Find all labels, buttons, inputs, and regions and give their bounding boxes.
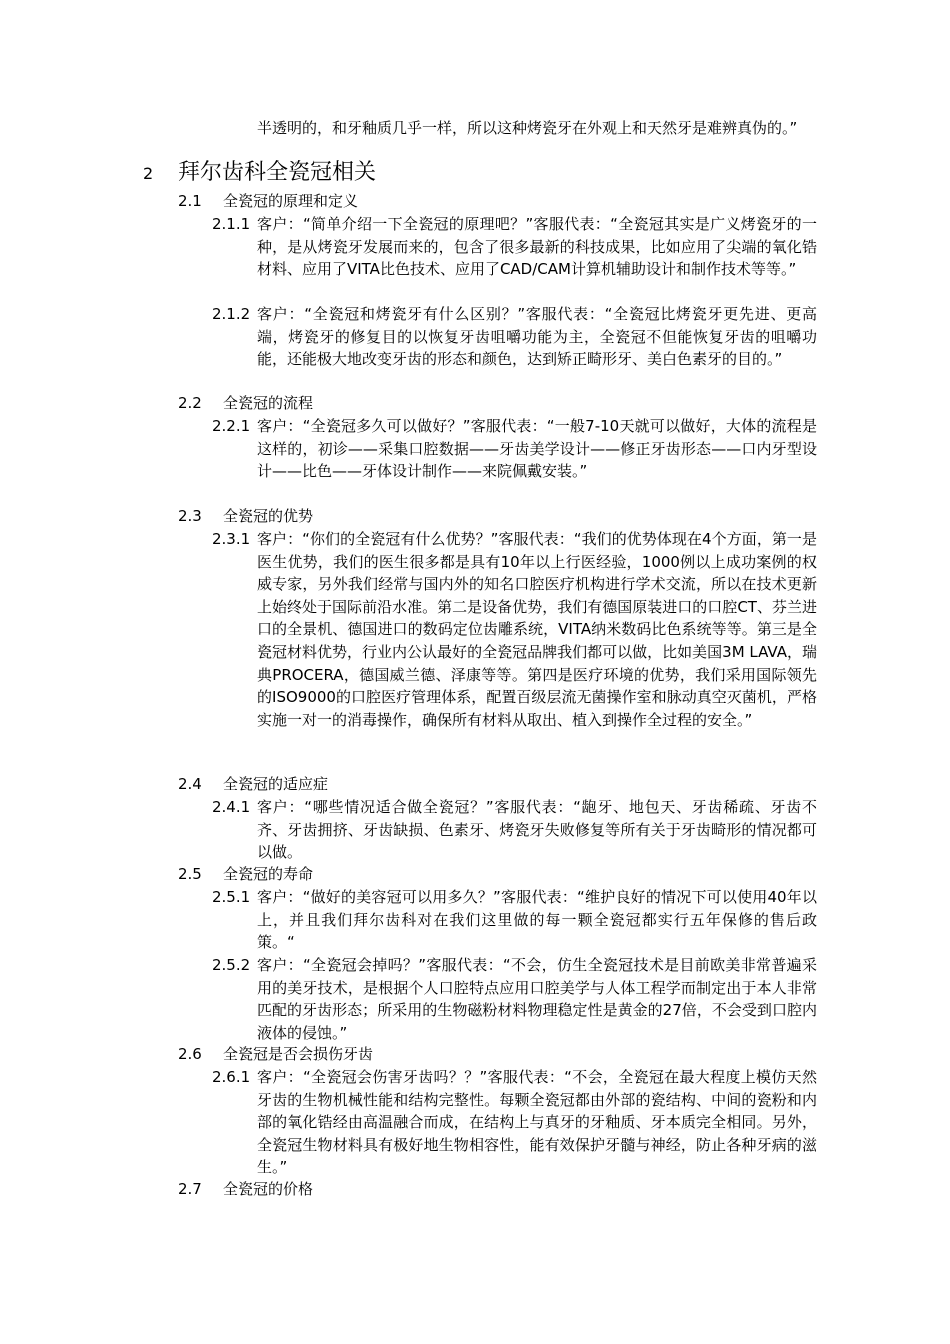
qa-item-2-2-1 [212, 415, 817, 483]
item-number: 2.3.1 [212, 530, 251, 548]
subsection-heading-2-1 [178, 190, 358, 212]
item-text: 客户：“全瓷冠会掉吗？”客服代表：“不会，仿生全瓷冠技术是目前欧美非常普遍采用的美牙技术，是根据个人口腔特点应用口腔美学与人体工程学而制定出于本人非常匹配的牙齿形态；所采用的生物磁粉材料物理稳定性是黄金的27倍，不会受到口腔内液体的侵蚀。” [257, 956, 817, 1042]
subsection-title: 全瓷冠的原理和定义 [223, 192, 359, 210]
qa-item-2-5-1 [212, 886, 817, 954]
subsection-number: 2.1 [178, 192, 202, 210]
qa-item-2-1-1 [212, 213, 817, 281]
section-title: 拜尔齿科全瓷冠相关 [178, 160, 377, 185]
subsection-heading-2-5 [178, 863, 313, 885]
subsection-heading-2-7 [178, 1178, 313, 1200]
item-number: 2.2.1 [212, 417, 251, 435]
qa-item-2-5-2 [212, 954, 817, 1044]
item-text: 客户：“全瓷冠多久可以做好？”客服代表：“一般7-10天就可以做好，大体的流程是这样的，初诊——采集口腔数据——牙齿美学设计——修正牙齿形态——口内牙型设计——比色——牙体设计制作——来院佩戴安装。” [257, 417, 817, 481]
subsection-number: 2.4 [178, 775, 202, 793]
subsection-heading-2-4 [178, 773, 328, 795]
qa-item-2-6-1 [212, 1066, 817, 1179]
item-text: 客户：“全瓷冠和烤瓷牙有什么区别？”客服代表：“全瓷冠比烤瓷牙更先进、更高端，烤瓷牙的修复目的以恢复牙齿咀嚼功能为主，全瓷冠不但能恢复牙齿的咀嚼功能，还能极大地改变牙齿的形态和颜色，达到矫正畸形牙、美白色素牙的目的。” [257, 305, 817, 369]
item-text: 客户：“简单介绍一下全瓷冠的原理吧？”客服代表：“全瓷冠其实是广义烤瓷牙的一种，是从烤瓷牙发展而来的，包含了很多最新的科技成果，比如应用了尖端的氧化锆材料、应用了VITA比色技术、应用了CAD/CAM计算机辅助设计和制作技术等等。” [257, 215, 817, 279]
item-number: 2.1.1 [212, 215, 251, 233]
subsection-title: 全瓷冠的寿命 [223, 865, 314, 883]
item-text: 客户：“哪些情况适合做全瓷冠？”客服代表：“龅牙、地包天、牙齿稀疏、牙齿不齐、牙齿拥挤、牙齿缺损、色素牙、烤瓷牙失败修复等所有关于牙齿畸形的情况都可以做。 [257, 798, 817, 862]
subsection-heading-2-2 [178, 392, 313, 414]
subsection-title: 全瓷冠是否会损伤牙齿 [223, 1045, 374, 1063]
continuation-paragraph: 半透明的，和牙釉质几乎一样，所以这种烤瓷牙在外观上和天然牙是难辨真伪的。” [257, 119, 798, 137]
item-text: 客户：“全瓷冠会伤害牙齿吗？？”客服代表：“不会，全瓷冠在最大程度上模仿天然牙齿的生物机械性能和结构完整性。每颗全瓷冠都由外部的瓷结构、中间的瓷粉和内部的氧化锆经由高温融合而成，在结构上与真牙的牙釉质、牙本质完全相同。另外，全瓷冠生物材料具有极好地生物相容性，能有效保护牙髓与神经，防止各种牙病的滋生。” [257, 1068, 817, 1177]
subsection-title: 全瓷冠的价格 [223, 1180, 314, 1198]
section-number: 2 [143, 164, 154, 183]
item-number: 2.6.1 [212, 1068, 251, 1086]
item-number: 2.1.2 [212, 305, 251, 323]
subsection-number: 2.5 [178, 865, 202, 883]
item-number: 2.5.1 [212, 888, 251, 906]
item-number: 2.4.1 [212, 798, 251, 816]
section-heading [143, 158, 376, 189]
qa-item-2-3-1 [212, 528, 817, 731]
qa-item-2-1-2 [212, 303, 817, 371]
subsection-heading-2-3 [178, 505, 313, 527]
qa-item-2-4-1 [212, 796, 817, 864]
subsection-title: 全瓷冠的适应症 [223, 775, 329, 793]
subsection-number: 2.7 [178, 1180, 202, 1198]
subsection-number: 2.6 [178, 1045, 202, 1063]
subsection-heading-2-6 [178, 1043, 373, 1065]
subsection-number: 2.2 [178, 394, 202, 412]
item-text: 客户：“你们的全瓷冠有什么优势？”客服代表：“我们的优势体现在4个方面，第一是医生优势，我们的医生很多都是具有10年以上行医经验，1000例以上成功案例的权威专家，另外我们经常与国内外的知名口腔医疗机构进行学术交流，所以在技术更新上始终处于国际前沿水准。第二是设备优势，我们有德国原装进口的口腔CT、芬兰进口的全景机、德国进口的数码定位齿雕系统，VITA纳米数码比色系统等等。第三是全瓷冠材料优势，行业内公认最好的全瓷冠品牌我们都可以做，比如美国3M LAVA，瑞典PROCERA，德国威兰德、泽康等等。第四是医疗环境的优势，我们采用国际领先的ISO9000的口腔医疗管理体系，配置百级层流无菌操作室和脉动真空灭菌机，严格实施一对一的消毒操作，确保所有材料从取出、植入到操作全过程的安全。” [257, 530, 817, 729]
subsection-number: 2.3 [178, 507, 202, 525]
subsection-title: 全瓷冠的优势 [223, 507, 314, 525]
item-text: 客户：“做好的美容冠可以用多久？”客服代表：“维护良好的情况下可以使用40年以上，并且我们拜尔齿科对在我们这里做的每一颗全瓷冠都实行五年保修的售后政策。“ [257, 888, 817, 952]
subsection-title: 全瓷冠的流程 [223, 394, 314, 412]
item-number: 2.5.2 [212, 956, 251, 974]
